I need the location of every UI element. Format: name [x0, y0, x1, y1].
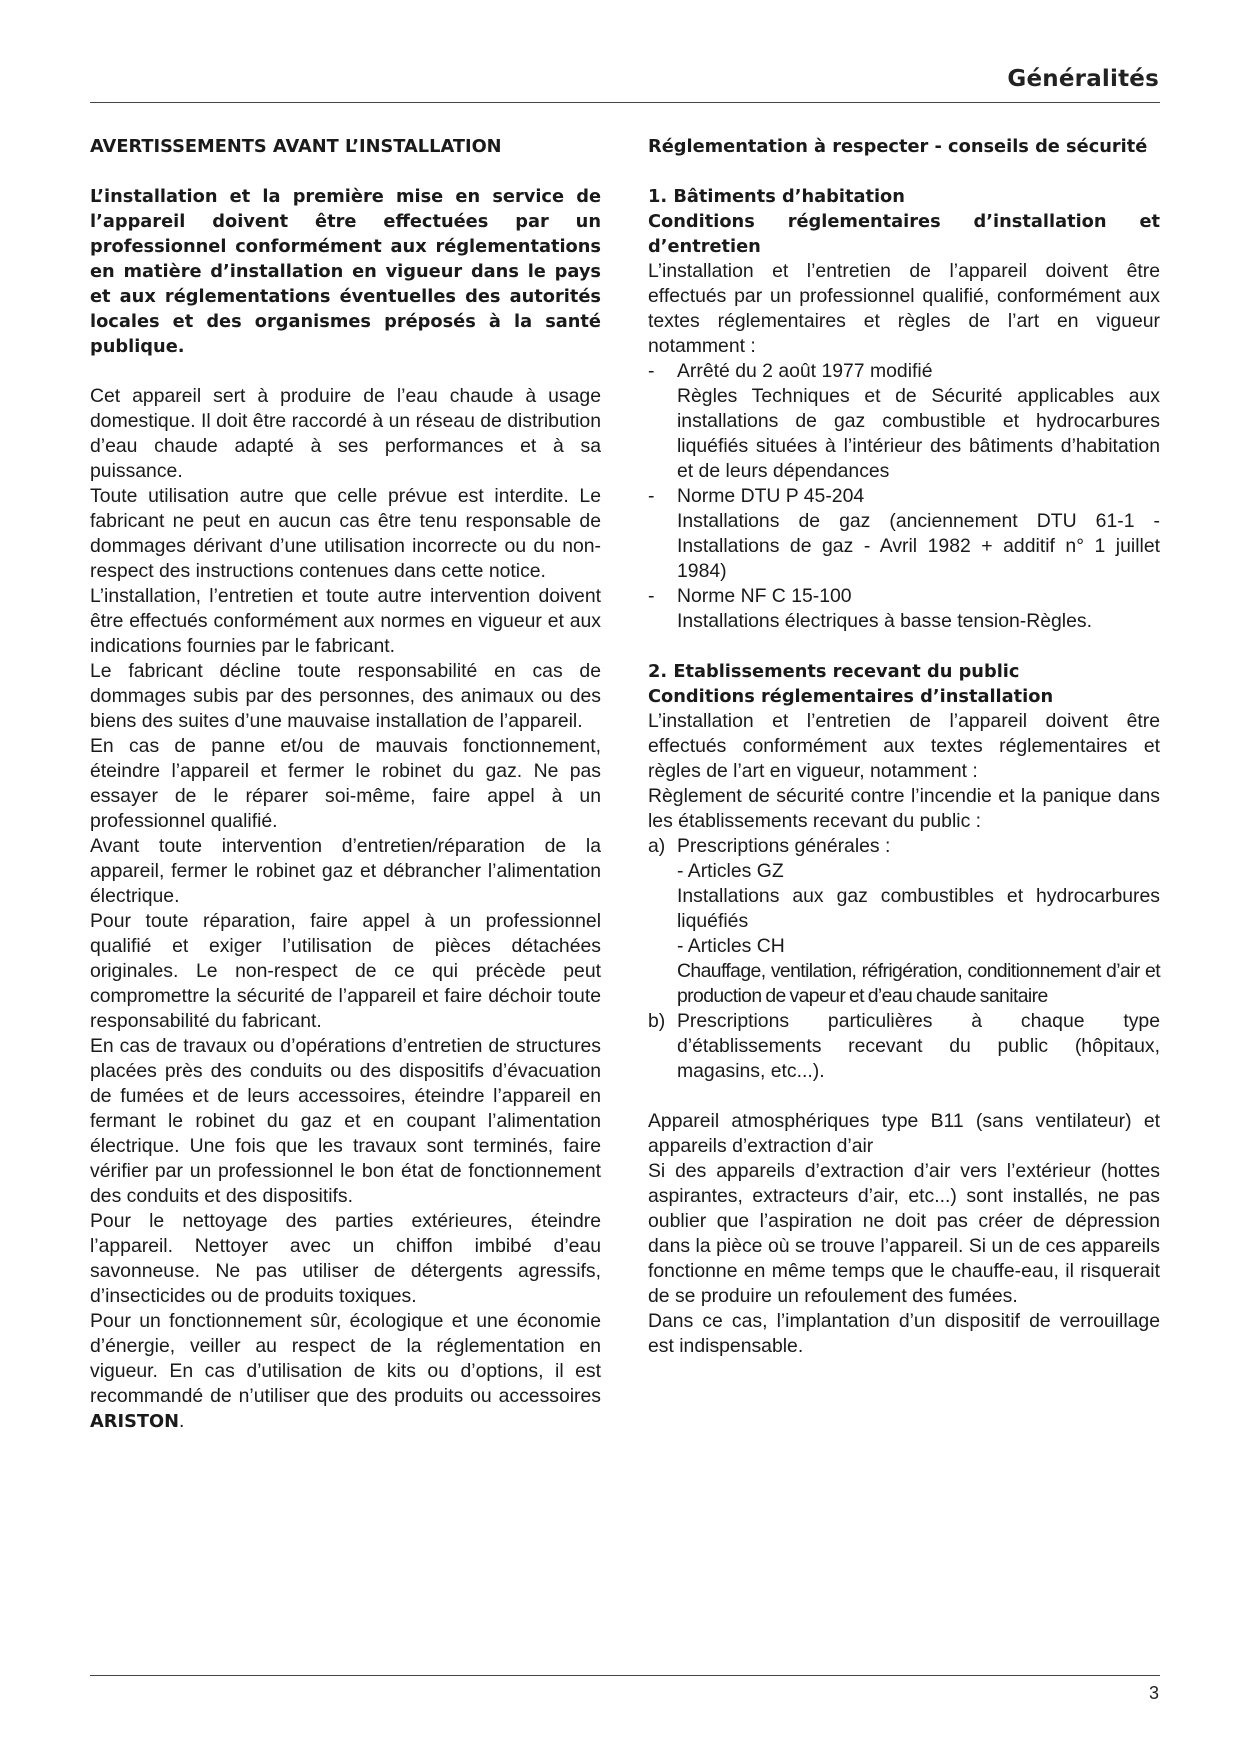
list-item-title: Norme NF C 15-100	[677, 585, 852, 607]
list-marker: -	[648, 485, 655, 507]
list-item-title: Norme DTU P 45-204	[677, 485, 865, 507]
section-3-title: Appareil atmosphériques type B11 (sans ventilateur) et appareils d’extraction d’air	[648, 1110, 1160, 1157]
section-2-subtitle: Conditions réglementaires d’installation	[648, 686, 1054, 707]
list-marker: a)	[648, 835, 666, 857]
left-column	[90, 134, 601, 1434]
section-1-title: 1. Bâtiments d’habitation	[648, 186, 905, 207]
articles-gz-label: - Articles GZ	[677, 860, 784, 882]
regulations-heading: Réglementation à respecter - conseils de sécurité	[648, 136, 1148, 157]
list-item-desc: Installations électriques à basse tension-Règles.	[677, 610, 1092, 632]
paragraph-works: En cas de travaux ou d’opérations d’entretien de structures placées près des conduits ou des dispositifs d’évacuation de fumées et de leurs accessoires, éteindre l’appareil en fermant le robinet du gaz et en coupant l’alimentation électrique. Une fois que les travaux sont terminés, faire vérifier par un professionnel le bon état de fonctionnement des conduits et des dispositifs.	[90, 1035, 601, 1207]
section-2-text: L’installation et l’entretien de l’appareil doivent être effectués conformément aux textes réglementaires et règles de l’art en vigueur, notamment :	[648, 710, 1160, 782]
footer-divider	[90, 1675, 1160, 1676]
page-title: Généralités	[1007, 66, 1159, 92]
section-3-text-2: Dans ce cas, l’implantation d’un dispositif de verrouillage est indispensable.	[648, 1310, 1160, 1357]
list-marker: b)	[648, 1010, 666, 1032]
list-item-desc: Installations de gaz (anciennement DTU 61-1 - Installations de gaz - Avril 1982 + additif n° 1 juillet 1984)	[677, 510, 1160, 582]
list-item-specific-prescriptions	[648, 1009, 1160, 1084]
installation-warning-intro: L’installation et la première mise en service de l’appareil doivent être effectuées par un professionnel conformément aux réglementations en matière d’installation en vigueur dans le pays et aux réglementations éventuelles des autorités locales et des organismes préposés à la santé publique.	[90, 186, 601, 357]
list-item-nfc	[648, 584, 1160, 634]
list-item-general-prescriptions	[648, 834, 1160, 1009]
paragraph-usage: Cet appareil sert à produire de l’eau chaude à usage domestique. Il doit être raccordé à un réseau de distribution d’eau chaude adapté à ses performances et à sa puissance.	[90, 385, 601, 482]
articles-gz-desc: Installations aux gaz combustibles et hydrocarbures liquéfiés	[677, 885, 1160, 932]
section-1-text: L’installation et l’entretien de l’appareil doivent être effectués par un professionnel qualifié, conformément aux textes réglementaires et règles de l’art en vigueur notamment :	[648, 260, 1160, 357]
paragraph-compliance: L’installation, l’entretien et toute autre intervention doivent être effectués conformément aux normes en vigueur et aux indications fournies par le fabricant.	[90, 585, 601, 657]
paragraph-prohibited-use: Toute utilisation autre que celle prévue est interdite. Le fabricant ne peut en aucun cas être tenu responsable de dommages dérivant d’une utilisation incorrecte ou du non-respect des instructions contenues dans cette notice.	[90, 485, 601, 582]
paragraph-repair: Pour toute réparation, faire appel à un professionnel qualifié et exiger l’utilisation de pièces détachées originales. Le non-respect de ce qui précède peut compromettre la sécurité de l’appareil et faire déchoir toute responsabilité du fabricant.	[90, 910, 601, 1032]
list-item-arrete	[648, 359, 1160, 484]
section-2-title: 2. Etablissements recevant du public	[648, 661, 1020, 682]
paragraph-before-intervention: Avant toute intervention d’entretien/réparation de la appareil, fermer le robinet gaz et débrancher l’alimentation électrique.	[90, 835, 601, 907]
list-marker: -	[648, 585, 655, 607]
list-item-dtu	[648, 484, 1160, 584]
list-item-text: Prescriptions particulières à chaque type d’établissements recevant du public (hôpitaux, magasins, etc...).	[677, 1010, 1160, 1082]
section-2-text-2: Règlement de sécurité contre l’incendie et la panique dans les établissements recevant du public :	[648, 785, 1160, 832]
section-3-text: Si des appareils d’extraction d’air vers l’extérieur (hottes aspirantes, extracteurs d’air, etc...) sont installés, ne pas oublier que l’aspiration ne doit pas créer de dépression dans la pièce où se trouve l’appareil. Si un de ces appareils fonctionne en même temps que le chauffe-eau, il risquerait de se produire un refoulement des fumées.	[648, 1160, 1160, 1307]
accessories-text: Pour un fonctionnement sûr, écologique et une économie d’énergie, veiller au respect de la réglementation en vigueur. En cas d’utilisation de kits ou d’options, il est recommandé de n’utiliser que des produits ou accessoires	[90, 1310, 601, 1407]
right-column	[648, 134, 1160, 1359]
list-marker: -	[648, 360, 655, 382]
list-item-title: Arrêté du 2 août 1977 modifié	[677, 360, 933, 382]
articles-ch-label: - Articles CH	[677, 935, 785, 957]
paragraph-accessories	[90, 1309, 601, 1434]
paragraph-cleaning: Pour le nettoyage des parties extérieures, éteindre l’appareil. Nettoyer avec un chiffon imbibé d’eau savonneuse. Ne pas utiliser de détergents agressifs, d’insecticides ou de produits toxiques.	[90, 1210, 601, 1307]
list-item-desc: Règles Techniques et de Sécurité applicables aux installations de gaz combustible et hydrocarbures liquéfiés situées à l’intérieur des bâtiments d’habitation et de leurs dépendances	[677, 385, 1160, 482]
paragraph-failure: En cas de panne et/ou de mauvais fonctionnement, éteindre l’appareil et fermer le robinet du gaz. Ne pas essayer de le réparer soi-même, faire appel à un professionnel qualifié.	[90, 735, 601, 832]
paragraph-liability: Le fabricant décline toute responsabilité en cas de dommages subis par des personnes, des animaux ou des biens des suites d’une mauvaise installation de l’appareil.	[90, 660, 601, 732]
section-1-subtitle: Conditions réglementaires d’installation et d’entretien	[648, 211, 1160, 257]
header-divider	[90, 102, 1160, 103]
warnings-heading: AVERTISSEMENTS AVANT L’INSTALLATION	[90, 136, 502, 157]
list-item-title: Prescriptions générales :	[677, 835, 891, 857]
brand-name: ARISTON	[90, 1411, 180, 1432]
articles-ch-desc: Chauffage, ventilation, réfrigération, conditionnement d’air et production de vapeur et d’eau chaude sanitaire	[677, 960, 1160, 1007]
page-number: 3	[1148, 1683, 1159, 1703]
accessories-end: .	[179, 1410, 185, 1432]
